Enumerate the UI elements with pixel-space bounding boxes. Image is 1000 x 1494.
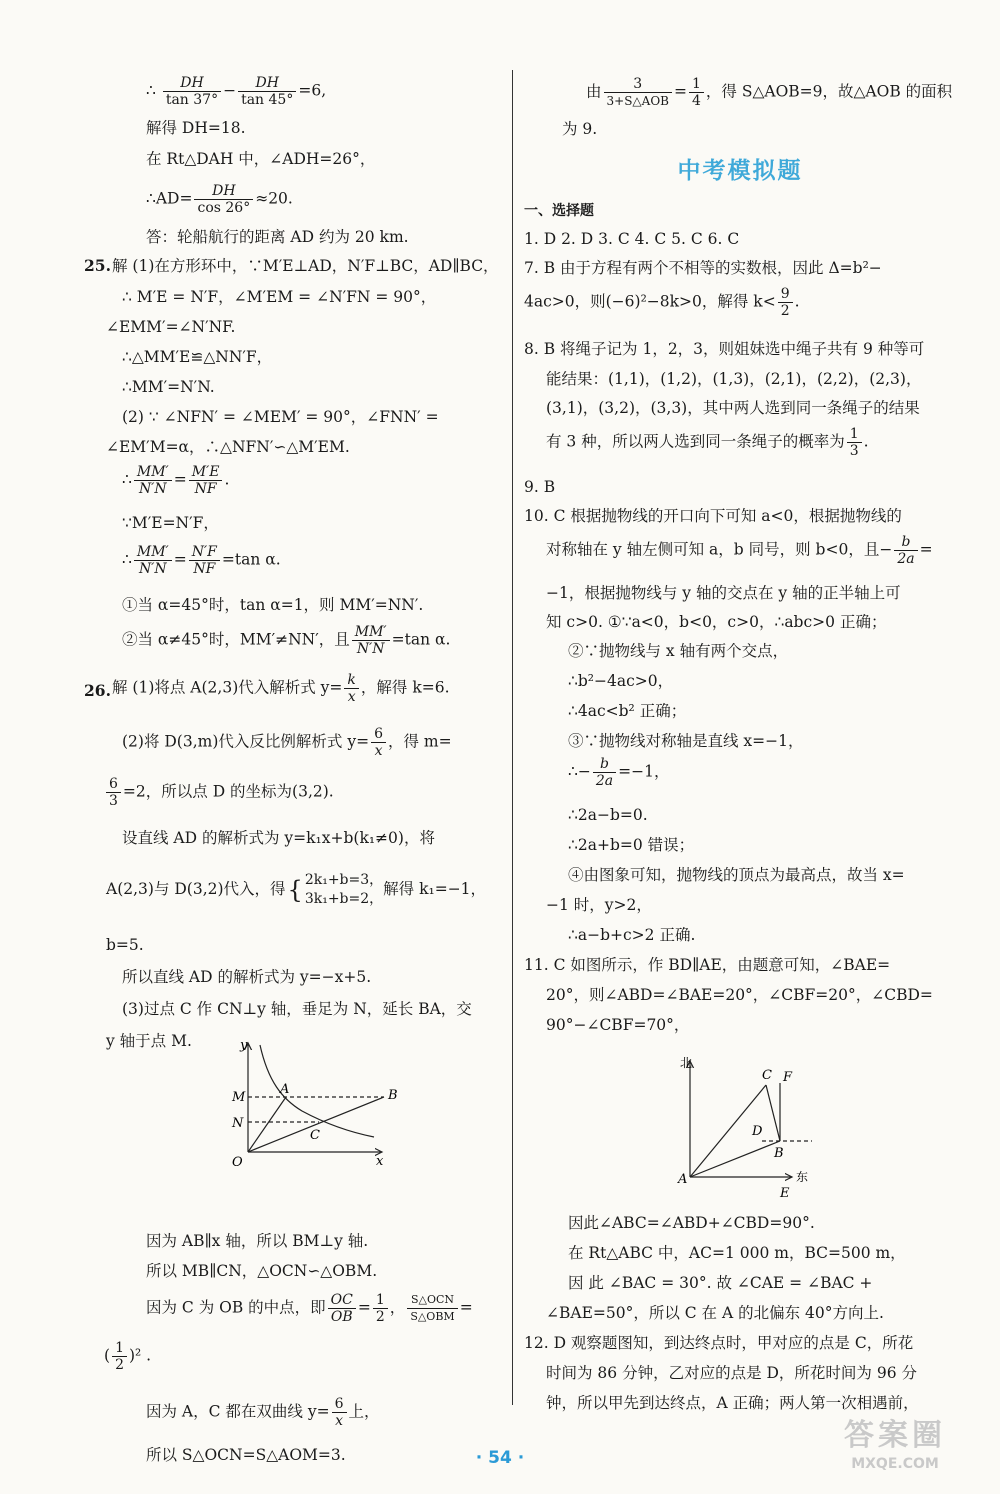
text-line: (3,1)，(3,2)，(3,3)，其中两人选到同一条绳子的结果 bbox=[546, 399, 920, 417]
fraction: $\frac{MM'}{N'N}$ bbox=[352, 624, 390, 657]
fraction: $\frac{6}{3}$ bbox=[106, 776, 121, 809]
fraction: $\frac{6}{x}$ bbox=[332, 1396, 347, 1429]
formula-line: 有 3 种，所以两人选到同一条绳子的概率为 $\frac{1}{3}$ . bbox=[546, 426, 869, 459]
text-line: ∵M′E=N′F， bbox=[122, 514, 219, 532]
point-label-M: M bbox=[232, 1090, 246, 1105]
fraction: $\frac{9}{2}$ bbox=[778, 286, 793, 319]
formula-line: 解 (1)将点 A(2,3)代入解析式 y= $\frac{k}{x}$ ，解得 k=6. bbox=[112, 672, 450, 705]
east-label: 东 bbox=[796, 1170, 809, 1184]
fraction: $\frac{b}{2a}$ bbox=[894, 534, 917, 567]
text-line: b=5. bbox=[106, 936, 144, 954]
fraction: $\frac{DH}{\cos 26^\circ}$ bbox=[194, 183, 253, 216]
point-label-C: C bbox=[762, 1068, 772, 1083]
formula-line: A(2,3)与 D(3,2)代入，得{ 2k₁+b=3， 3k₁+b=2， 解得 k₁=−1， bbox=[106, 872, 487, 907]
text-line: 为 9. bbox=[562, 120, 598, 138]
text-line: ④由图象可知，抛物线的顶点为最高点，故当 x= bbox=[568, 866, 905, 884]
watermark-text: 答案圈 bbox=[844, 1418, 946, 1453]
formula-line: ( $\frac{1}{2}$ )² . bbox=[104, 1340, 152, 1373]
formula-line: ∴AD= $\frac{DH}{\cos 26^\circ}$ ≈20. bbox=[146, 183, 293, 216]
question-number: 26. bbox=[84, 681, 111, 700]
text-line: ②∵抛物线与 x 轴有两个交点， bbox=[568, 642, 789, 660]
text-line: 所以 S△OCN=S△AOM=3. bbox=[146, 1446, 346, 1464]
text-line: 所以 MB∥CN，△OCN∽△OBM. bbox=[146, 1262, 378, 1280]
text-line: 能结果：(1,1)，(1,2)，(1,3)，(2,1)，(2,2)，(2,3)， bbox=[546, 370, 922, 388]
section-title: 中考模拟题 bbox=[677, 158, 803, 184]
text-line: ∴2a−b=0. bbox=[568, 806, 648, 824]
text-line: 20°，则∠ABD=∠BAE=20°，∠CBF=20°，∠CBD= bbox=[546, 986, 933, 1004]
fraction: $\frac{1}{2}$ bbox=[112, 1340, 127, 1373]
text-line: (3)过点 C 作 CN⊥y 轴，垂足为 N，延长 BA，交 bbox=[122, 1000, 472, 1018]
formula-line: ∴ $\frac{MM'}{N'N}$ = $\frac{M'E}{NF}$ . bbox=[122, 464, 230, 497]
text-line: 解 (1)在方形环中，∵M′E⊥AD，N′F⊥BC，AD∥BC， bbox=[112, 257, 499, 275]
point-label-N: N bbox=[232, 1116, 244, 1131]
text-line: (2) ∵ ∠NFN′ = ∠MEM′ = 90°，∠FNN′ = bbox=[122, 408, 439, 426]
text-line: y 轴于点 M. bbox=[106, 1032, 192, 1050]
question-number: 25. bbox=[84, 256, 111, 275]
text-line: 解得 DH=18. bbox=[146, 119, 246, 137]
fraction: $\frac{N'F}{NF}$ bbox=[189, 544, 220, 577]
text-line: 时间为 86 分钟，乙对应的点是 D，所花时间为 96 分 bbox=[546, 1364, 918, 1382]
formula-line: $\frac{6}{3}$ =2，所以点 D 的坐标为(3,2). bbox=[104, 776, 334, 809]
text-line: ③∵抛物线对称轴是直线 x=−1， bbox=[568, 732, 804, 750]
text-line: −1 时，y>2， bbox=[546, 896, 652, 914]
point-label-B: B bbox=[774, 1146, 784, 1161]
text-line: ①当 α=45°时，tan α=1，则 MM′=NN′. bbox=[122, 596, 424, 614]
text-line: 在 Rt△ABC 中，AC=1 000 m，BC=500 m， bbox=[568, 1244, 906, 1262]
text-line: 设直线 AD 的解析式为 y=k₁x+b(k₁≠0)，将 bbox=[122, 829, 435, 847]
text-line: ∴b²−4ac>0， bbox=[568, 672, 674, 690]
text-line: 知 c>0. ①∵a<0，b<0，c>0，∴abc>0 正确； bbox=[546, 613, 887, 631]
formula-line: ②当 α≠45°时，MM′≠NN′，且 $\frac{MM'}{N'N}$ =tan α. bbox=[122, 624, 451, 657]
formula-line: 由 $\frac{3}{\text{3+S△AOB}}$ = $\frac{1}{4}$ ，得 S△AOB=9，故△AOB 的面积 bbox=[586, 76, 953, 109]
text-line: 7. B 由于方程有两个不相等的实数根，因此 Δ=b²− bbox=[524, 259, 882, 277]
fraction: $\frac{MM'}{N'N}$ bbox=[134, 544, 172, 577]
fraction: $\frac{M'E}{NF}$ bbox=[189, 464, 223, 497]
watermark-url: MXQE.COM bbox=[851, 1456, 939, 1472]
point-label-B: B bbox=[388, 1088, 398, 1103]
formula-line: 对称轴在 y 轴左侧可知 a，b 同号，则 b<0，且− $\frac{b}{2a}$ = bbox=[546, 534, 933, 567]
text-line: ∴MM′=N′N. bbox=[122, 378, 215, 396]
text-line: 8. B 将绳子记为 1，2，3，则姐妹选中绳子共有 9 种等可 bbox=[524, 340, 925, 358]
section-heading: 一、选择题 bbox=[524, 203, 594, 219]
fraction: $\frac{b}{2a}$ bbox=[593, 756, 616, 789]
point-label-E: E bbox=[780, 1186, 790, 1201]
text-line: ∠EM′M=α，∴△NFN′∽△M′EM. bbox=[106, 438, 350, 456]
text-line: ∴a−b+c>2 正确. bbox=[568, 926, 696, 944]
text-line: 12. D 观察题图知，到达终点时，甲对应的点是 C，所花 bbox=[524, 1334, 914, 1352]
fraction: $\frac{1}{4}$ bbox=[689, 76, 704, 109]
text-line: 90°−∠CBF=70°， bbox=[546, 1016, 690, 1034]
text-line: −1，根据抛物线与 y 轴的交点在 y 轴的正半轴上可 bbox=[546, 584, 901, 602]
fraction: $\frac{OC}{OB}$ bbox=[328, 1292, 356, 1325]
text-line: ∴2a+b=0 错误； bbox=[568, 836, 695, 854]
fraction: $\frac{1}{2}$ bbox=[373, 1292, 388, 1325]
point-label-O: O bbox=[232, 1155, 243, 1170]
text-line: 所以直线 AD 的解析式为 y=−x+5. bbox=[122, 968, 372, 986]
answer-line: 9. B bbox=[524, 478, 556, 496]
text-line: 因此∠ABC=∠ABD+∠CBD=90°. bbox=[568, 1214, 815, 1232]
hyperbola-figure bbox=[224, 1035, 404, 1170]
text-line: ∴4ac<b² 正确； bbox=[568, 702, 687, 720]
fraction: $\frac{\text{S△OCN}}{\text{S△OBM}}$ bbox=[407, 1292, 457, 1325]
column-divider bbox=[512, 70, 513, 1405]
formula-line: ∴ $\frac{MM'}{N'N}$ = $\frac{N'F}{NF}$ =tan α. bbox=[122, 544, 281, 577]
formula-line: 因为 A，C 都在双曲线 y= $\frac{6}{x}$ 上， bbox=[146, 1396, 380, 1429]
formula-line: 4ac>0，则(−6)²−8k>0，解得 k< $\frac{9}{2}$ . bbox=[524, 286, 800, 319]
point-label-F: F bbox=[783, 1070, 793, 1085]
watermark-logo bbox=[820, 1418, 970, 1482]
point-label-C: C bbox=[310, 1128, 320, 1143]
formula-line: ∴ $\frac{DH}{\tan 37^\circ}$ − $\frac{DH}{\tan 45^\circ}$ =6, bbox=[146, 75, 327, 108]
point-label-A: A bbox=[280, 1082, 290, 1097]
text-line: 在 Rt△DAH 中，∠ADH=26°， bbox=[146, 150, 376, 168]
fraction: $\frac{DH}{\tan 37^\circ}$ bbox=[163, 75, 221, 108]
text-line: 答：轮船航行的距离 AD 约为 20 km. bbox=[146, 228, 409, 246]
text-line: ∠EMM′=∠N′NF. bbox=[106, 318, 236, 336]
text-line: 因为 AB∥x 轴，所以 BM⊥y 轴. bbox=[146, 1232, 369, 1250]
fraction: $\frac{k}{x}$ bbox=[344, 672, 358, 705]
fraction: $\frac{MM'}{N'N}$ bbox=[134, 464, 172, 497]
text-line: 因 此 ∠BAC = 30°. 故 ∠CAE = ∠BAC + bbox=[568, 1274, 873, 1292]
text-line: ∴△MM′E≌△NN′F， bbox=[122, 348, 273, 366]
axis-label-y: y bbox=[240, 1038, 248, 1053]
text-line: ∠BAE=50°，所以 C 在 A 的北偏东 40°方向上. bbox=[546, 1304, 884, 1322]
text-line: ∴ M′E = N′F，∠M′EM = ∠N′FN = 90°， bbox=[122, 288, 437, 306]
point-label-D: D bbox=[752, 1124, 763, 1139]
north-label: 北 bbox=[680, 1056, 693, 1070]
point-label-A: A bbox=[678, 1172, 688, 1187]
text-line: 10. C 根据抛物线的开口向下可知 a<0，根据抛物线的 bbox=[524, 507, 902, 525]
fraction: $\frac{1}{3}$ bbox=[847, 426, 862, 459]
formula-line: 因为 C 为 OB 的中点，即 $\frac{OC}{OB}$ = $\frac{1}{2}$ ， $\frac{\text{S△OCN}}{\text{S△OBM}}$ = bbox=[146, 1292, 473, 1325]
fraction: $\frac{DH}{\tan 45^\circ}$ bbox=[238, 75, 296, 108]
fraction: $\frac{3}{\text{3+S△AOB}}$ bbox=[604, 76, 672, 109]
answer-line: 1. D 2. D 3. C 4. C 5. C 6. C bbox=[524, 230, 740, 248]
text-line: 11. C 如图所示，作 BD∥AE，由题意可知，∠BAE= bbox=[524, 956, 891, 974]
text-line: 钟，所以甲先到达终点，A 正确；两人第一次相遇前， bbox=[546, 1394, 919, 1412]
formula-line: (2)将 D(3,m)代入反比例解析式 y= $\frac{6}{x}$ ，得 m= bbox=[122, 726, 452, 759]
formula-line: ∴− $\frac{b}{2a}$ =−1， bbox=[568, 756, 670, 789]
fraction: $\frac{6}{x}$ bbox=[371, 726, 386, 759]
page-number: · 54 · bbox=[475, 1448, 525, 1468]
axis-label-x: x bbox=[376, 1154, 384, 1169]
direction-figure bbox=[670, 1053, 820, 1203]
